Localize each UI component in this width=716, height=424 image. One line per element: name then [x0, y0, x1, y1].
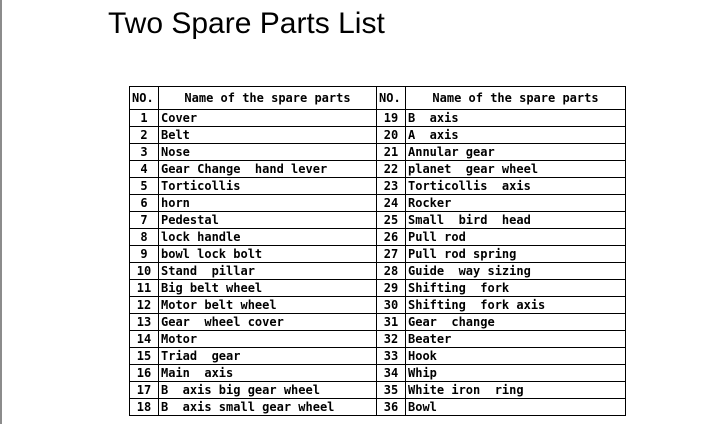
part-number-right: 26: [377, 229, 406, 246]
part-name-left: Cover: [159, 110, 377, 127]
part-name-right: Hook: [406, 348, 626, 365]
part-name-left: horn: [159, 195, 377, 212]
part-name-left: Big belt wheel: [159, 280, 377, 297]
table-row: [130, 280, 626, 297]
header-name-right: Name of the spare parts: [406, 87, 626, 110]
part-number-left: 15: [130, 348, 159, 365]
part-name-left: Nose: [159, 144, 377, 161]
part-name-right: Bowl: [406, 399, 626, 416]
part-name-left: B axis small gear wheel: [159, 399, 377, 416]
part-name-left: Triad gear: [159, 348, 377, 365]
spare-parts-table: [129, 86, 626, 416]
table-row: [130, 399, 626, 416]
part-number-left: 2: [130, 127, 159, 144]
part-number-left: 5: [130, 178, 159, 195]
part-number-left: 16: [130, 365, 159, 382]
part-name-right: B axis: [406, 110, 626, 127]
part-name-right: Small bird head: [406, 212, 626, 229]
part-number-right: 36: [377, 399, 406, 416]
part-number-left: 14: [130, 331, 159, 348]
table-row: [130, 297, 626, 314]
part-number-right: 25: [377, 212, 406, 229]
part-name-right: Annular gear: [406, 144, 626, 161]
table-row: [130, 365, 626, 382]
table-row: [130, 331, 626, 348]
part-number-right: 29: [377, 280, 406, 297]
part-name-left: Gear Change hand lever: [159, 161, 377, 178]
part-number-left: 17: [130, 382, 159, 399]
part-name-left: Pedestal: [159, 212, 377, 229]
part-number-left: 10: [130, 263, 159, 280]
table-row: [130, 110, 626, 127]
part-name-left: Gear wheel cover: [159, 314, 377, 331]
part-name-right: A axis: [406, 127, 626, 144]
part-name-right: Shifting fork: [406, 280, 626, 297]
part-number-right: 21: [377, 144, 406, 161]
part-name-right: Whip: [406, 365, 626, 382]
table-row: [130, 212, 626, 229]
part-number-right: 32: [377, 331, 406, 348]
part-name-right: Gear change: [406, 314, 626, 331]
table-row: [130, 348, 626, 365]
part-name-right: Beater: [406, 331, 626, 348]
part-number-right: 27: [377, 246, 406, 263]
header-no-right: NO.: [377, 87, 406, 110]
header-name-left: Name of the spare parts: [159, 87, 377, 110]
table-row: [130, 161, 626, 178]
part-number-left: 9: [130, 246, 159, 263]
part-number-right: 31: [377, 314, 406, 331]
page-title: Two Spare Parts List: [108, 7, 385, 40]
left-window-border: [0, 0, 2, 424]
part-name-right: Guide way sizing: [406, 263, 626, 280]
table-header-row: [130, 87, 626, 110]
part-number-right: 28: [377, 263, 406, 280]
part-number-right: 34: [377, 365, 406, 382]
part-number-left: 13: [130, 314, 159, 331]
part-number-left: 12: [130, 297, 159, 314]
table-row: [130, 195, 626, 212]
part-number-left: 6: [130, 195, 159, 212]
part-name-left: bowl lock bolt: [159, 246, 377, 263]
part-number-right: 19: [377, 110, 406, 127]
part-name-right: Rocker: [406, 195, 626, 212]
part-name-left: Stand pillar: [159, 263, 377, 280]
table-row: [130, 263, 626, 280]
part-number-left: 4: [130, 161, 159, 178]
part-number-right: 35: [377, 382, 406, 399]
part-number-right: 24: [377, 195, 406, 212]
part-name-left: Motor: [159, 331, 377, 348]
table-row: [130, 246, 626, 263]
table-row: [130, 314, 626, 331]
part-number-right: 30: [377, 297, 406, 314]
part-name-right: Torticollis axis: [406, 178, 626, 195]
table-body: [130, 110, 626, 416]
table-row: [130, 229, 626, 246]
part-number-left: 7: [130, 212, 159, 229]
part-number-right: 33: [377, 348, 406, 365]
part-number-right: 22: [377, 161, 406, 178]
part-number-left: 1: [130, 110, 159, 127]
table-row: [130, 178, 626, 195]
part-name-right: Pull rod spring: [406, 246, 626, 263]
table-row: [130, 144, 626, 161]
part-number-left: 18: [130, 399, 159, 416]
part-name-left: Main axis: [159, 365, 377, 382]
part-number-right: 23: [377, 178, 406, 195]
part-name-left: Belt: [159, 127, 377, 144]
part-name-left: Motor belt wheel: [159, 297, 377, 314]
part-number-left: 3: [130, 144, 159, 161]
part-name-left: lock handle: [159, 229, 377, 246]
part-name-left: B axis big gear wheel: [159, 382, 377, 399]
part-name-right: planet gear wheel: [406, 161, 626, 178]
part-name-right: Pull rod: [406, 229, 626, 246]
part-number-left: 8: [130, 229, 159, 246]
table-row: [130, 127, 626, 144]
part-name-right: Shifting fork axis: [406, 297, 626, 314]
part-number-right: 20: [377, 127, 406, 144]
table-row: [130, 382, 626, 399]
header-no-left: NO.: [130, 87, 159, 110]
part-number-left: 11: [130, 280, 159, 297]
part-name-left: Torticollis: [159, 178, 377, 195]
part-name-right: White iron ring: [406, 382, 626, 399]
